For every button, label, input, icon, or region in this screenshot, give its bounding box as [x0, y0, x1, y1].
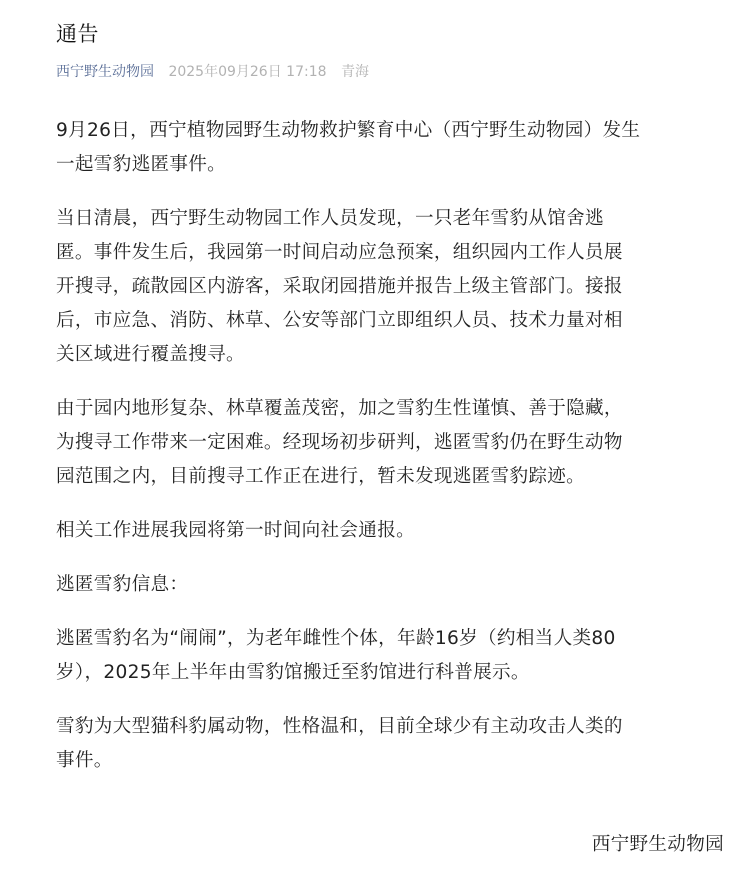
paragraph-7: 雪豹为大型猫科豹属动物，性格温和，目前全球少有主动攻击人类的 事件。: [56, 716, 623, 771]
article-signature: 西宁野生动物园: [591, 834, 724, 855]
article-body: [56, 114, 736, 798]
paragraph-4: 相关工作进展我园将第一时间向社会通报。: [56, 520, 415, 541]
paragraph-1: 9月26日，西宁植物园野生动物救护繁育中心（西宁野生动物园）发生 一起雪豹逃匿事件。: [56, 120, 641, 175]
account-name-link[interactable]: 西宁野生动物园: [56, 64, 154, 80]
article-title: 通告: [56, 22, 99, 46]
publish-location: 青海: [340, 64, 369, 80]
paragraph-6: 逃匿雪豹名为“闹闹”，为老年雌性个体，年龄16岁（约相当人类80 岁），2025年上半年由雪豹馆搬迁至豹馆进行科普展示。: [56, 628, 616, 683]
article-meta: [56, 62, 369, 82]
paragraph-5: 逃匿雪豹信息：: [56, 574, 189, 595]
paragraph-3: 由于园内地形复杂、林草覆盖茂密，加之雪豹生性谨慎、善于隐藏， 为搜寻工作带来一定困难。经现场初步研判，逃匿雪豹仍在野生动物 园范围之内，目前搜寻工作正在进行，暂未发现逃匿雪豹踪迹。: [56, 398, 623, 487]
paragraph-2: 当日清晨，西宁野生动物园工作人员发现，一只老年雪豹从馆舍逃 匿。事件发生后，我园第一时间启动应急预案，组织园内工作人员展 开搜寻，疏散园区内游客，采取闭园措施并报告上级主管部门。接报 后，市应急、消防、林草、公安等部门立即组织人员、技术力量对相 关区域进行覆盖搜寻。: [56, 208, 623, 365]
publish-datetime: 2025年09月26日 17:18: [168, 64, 327, 80]
